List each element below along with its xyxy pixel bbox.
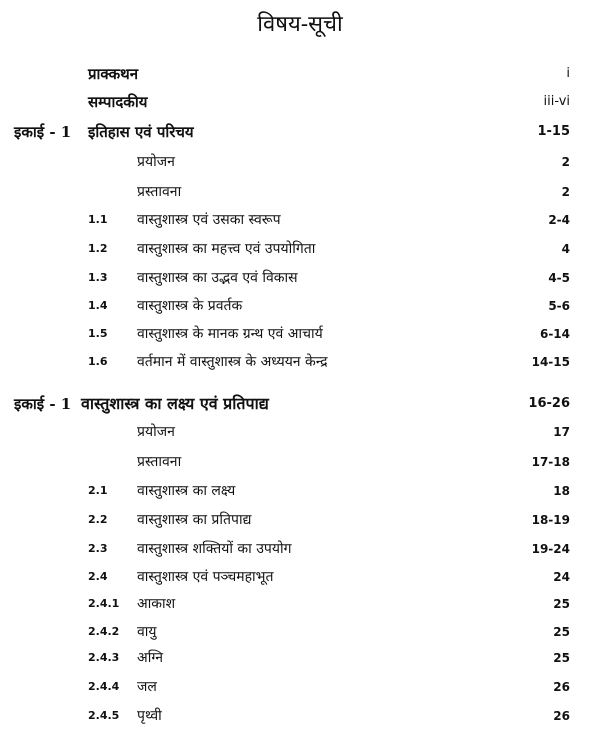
toc-entry-page: 6-14 — [539, 327, 570, 341]
toc-entry-title: वास्तुशास्त्र के मानक ग्रन्थ एवं आचार्य — [137, 326, 323, 342]
toc-row — [0, 350, 600, 374]
toc-entry-number: 1.1 — [88, 213, 108, 226]
toc-row — [0, 322, 600, 346]
toc-entry-page: 18-19 — [531, 513, 570, 527]
toc-entry-page: 16-26 — [528, 396, 570, 411]
toc-entry-number: 1.5 — [88, 327, 108, 340]
toc-unit-row — [0, 120, 600, 144]
toc-entry-page: iii-vi — [543, 94, 570, 109]
toc-row — [0, 450, 600, 474]
toc-entry-page: 17 — [553, 425, 570, 439]
toc-entry-title: प्रयोजन — [137, 424, 175, 440]
toc-entry-page: 4-5 — [548, 271, 570, 285]
toc-entry-page: 1-15 — [537, 124, 570, 139]
toc-entry-title: वास्तुशास्त्र का लक्ष्य — [137, 483, 236, 499]
toc-entry-number: 2.3 — [88, 542, 108, 555]
toc-row — [0, 90, 600, 114]
toc-unit-title: इतिहास एवं परिचय — [88, 123, 194, 141]
toc-row — [0, 537, 600, 561]
toc-entry-title: वास्तुशास्त्र का उद्भव एवं विकास — [137, 270, 298, 286]
toc-entry-title: वर्तमान में वास्तुशास्त्र के अध्ययन केन्द्र — [137, 354, 328, 370]
toc-unit-title: वास्तुशास्त्र का लक्ष्य एवं प्रतिपाद्य — [81, 394, 269, 413]
toc-entry-title: सम्पादकीय — [88, 93, 148, 111]
toc-row — [0, 237, 600, 261]
toc-entry-page: i — [566, 66, 570, 81]
toc-entry-title: प्रयोजन — [137, 154, 175, 170]
toc-entry-page: 5-6 — [548, 299, 570, 313]
toc-entry-number: 2.4.4 — [88, 680, 120, 693]
toc-entry-page: 26 — [553, 709, 570, 723]
toc-entry-page: 2 — [561, 185, 570, 199]
toc-row — [0, 208, 600, 232]
toc-row — [0, 704, 600, 728]
toc-row — [0, 675, 600, 699]
toc-entry-page: 18 — [553, 484, 570, 498]
toc-entry-number: 2.4.5 — [88, 709, 120, 722]
toc-entry-page: 26 — [553, 680, 570, 694]
toc-row — [0, 646, 600, 670]
toc-entry-title: वास्तुशास्त्र एवं पञ्चमहाभूत — [137, 569, 274, 585]
toc-entry-title: जल — [137, 679, 157, 695]
toc-entry-page: 19-24 — [531, 542, 570, 556]
toc-entry-page: 2-4 — [548, 213, 570, 227]
toc-entry-page: 25 — [553, 625, 570, 639]
toc-entry-title: प्राक्कथन — [88, 65, 139, 83]
toc-entry-number: 2.1 — [88, 484, 108, 497]
toc-row — [0, 565, 600, 589]
toc-entry-page: 14-15 — [531, 355, 570, 369]
toc-row — [0, 479, 600, 503]
toc-entry-page: 17-18 — [531, 455, 570, 469]
toc-entry-page: 24 — [553, 570, 570, 584]
toc-row — [0, 620, 600, 644]
toc-unit-label: इकाई - 1 — [14, 395, 72, 413]
toc-unit-row — [0, 392, 600, 416]
toc-entry-title: पृथ्वी — [137, 708, 162, 724]
toc-entry-title: अग्नि — [137, 650, 164, 666]
page-title: विषय-सूची — [257, 12, 343, 37]
toc-entry-number: 1.4 — [88, 299, 108, 312]
toc-entry-title: प्रस्तावना — [137, 454, 182, 470]
toc-entry-title: वायु — [137, 624, 157, 640]
toc-entry-number: 2.4.2 — [88, 625, 120, 638]
toc-entry-page: 25 — [553, 597, 570, 611]
toc-entry-title: वास्तुशास्त्र एवं उसका स्वरूप — [137, 212, 281, 228]
toc-row — [0, 266, 600, 290]
toc-entry-title: वास्तुशास्त्र का महत्त्व एवं उपयोगिता — [137, 241, 316, 257]
toc-row — [0, 592, 600, 616]
toc-entry-title: आकाश — [137, 596, 176, 612]
toc-unit-label: इकाई - 1 — [14, 123, 72, 141]
toc-entry-number: 2.4.3 — [88, 651, 120, 664]
toc-row — [0, 508, 600, 532]
toc-entry-title: प्रस्तावना — [137, 184, 182, 200]
toc-entry-number: 1.6 — [88, 355, 108, 368]
toc-entry-number: 2.4 — [88, 570, 108, 583]
toc-entry-page: 4 — [561, 242, 570, 256]
toc-row — [0, 62, 600, 86]
toc-entry-number: 2.4.1 — [88, 597, 120, 610]
toc-entry-title: वास्तुशास्त्र का प्रतिपाद्य — [137, 512, 252, 528]
toc-entry-number: 1.2 — [88, 242, 108, 255]
toc-entry-page: 2 — [561, 155, 570, 169]
toc-entry-title: वास्तुशास्त्र शक्तियों का उपयोग — [137, 541, 292, 557]
toc-row — [0, 294, 600, 318]
toc-entry-title: वास्तुशास्त्र के प्रवर्तक — [137, 298, 243, 314]
toc-row — [0, 150, 600, 174]
toc-entry-page: 25 — [553, 651, 570, 665]
toc-row — [0, 420, 600, 444]
toc-entry-number: 2.2 — [88, 513, 108, 526]
toc-entry-number: 1.3 — [88, 271, 108, 284]
toc-row — [0, 180, 600, 204]
